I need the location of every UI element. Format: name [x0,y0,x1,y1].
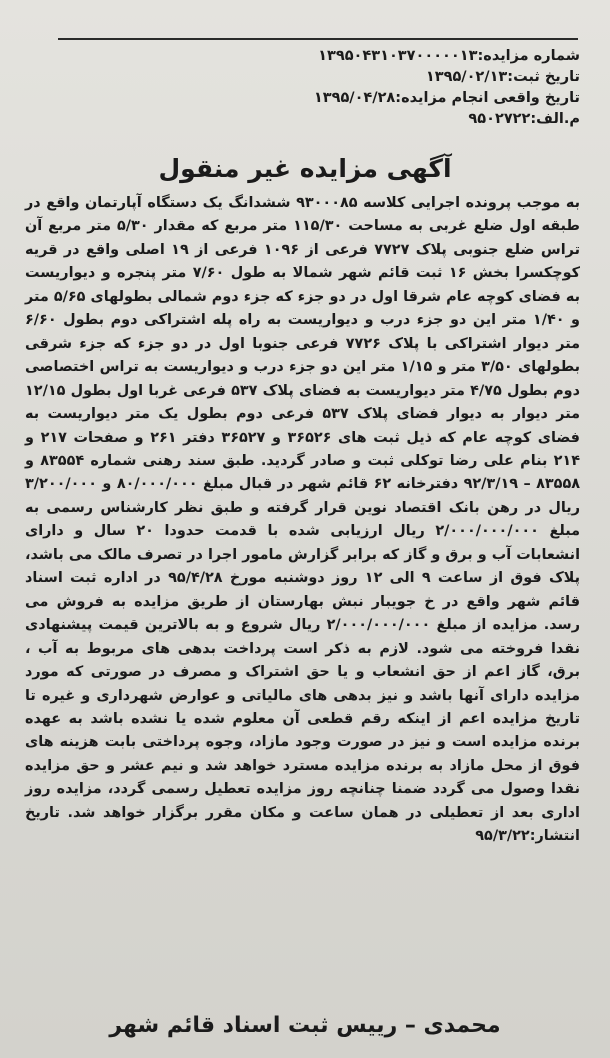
auction-date: تاریخ واقعی انجام مزایده:۱۳۹۵/۰۴/۲۸ [313,90,580,106]
notice-metadata [40,46,580,130]
notice-body-paragraph: به موجب پرونده اجرایی کلاسه ۹۳۰۰۰۸۵ ششدانگ یک دستگاه آپارتمان واقع در طبقه اول ضلع غربی به مساحت ۱۱۵/۳۰ متر مربع که مقدار ۵/۳۰ متر مربع آن تراس ضلع جنوبی پلاک ۷۷۲۷ فرعی از ۱۰۹۶ فرعی از ۱۹ اصلی واقع در قریه کوچکسرا بخش ۱۶ ثبت قائم شهر شمالا به طول ۷/۶۰ متر پنجره و دیواریست به فضای کوچه عام شرقا اول در دو جزء که جزء دوم شمالی بطولهای ۵/۶۵ متر و ۱/۴۰ متر این دو جزء درب و دیواریست به راه پله اشتراکی دوم بطول ۶/۶۰ متر دیوار اشتراکی با پلاک ۷۷۲۶ فرعی جنوبا اول در دو جزء که جزء شرقی بطولهای ۳/۵۰ متر و ۱/۱۵ متر این دو جزء درب و دیواریست به تراس اختصاصی دوم بطول ۴/۷۵ متر دیواریست به فضای پلاک ۵۳۷ فرعی غربا اول بطول ۱۲/۱۵ متر دیوار به دیوار فضای پلاک ۵۳۷ فرعی دوم بطول یک متر دیواریست به فضای کوچه عام که ذیل ثبت های ۳۶۵۲۶ و ۳۶۵۲۷ دفتر ۲۶۱ و صفحات ۲۱۷ و ۲۱۴ بنام علی رضا توکلی ثبت و صادر گردید. طبق سند رهنی شماره ۸۳۵۵۴ و ۸۳۵۵۸ – ۹۲/۳/۱۹ دفترخانه ۶۲ قائم شهر در قبال مبلغ ۸۰/۰۰۰/۰۰۰ و ۳/۲۰۰/۰۰۰ ریال در رهن بانک اقتصاد نوین قرار گرفته و طبق نظر کارشناس رسمی به مبلغ ۲/۰۰۰/۰۰۰/۰۰۰ ریال ارزیابی شده با قدمت حدودا ۲۰ سال و دارای انشعابات آب و برق و گاز که برابر گزارش مامور اجرا در تصرف مالک می باشد، پلاک فوق از ساعت ۹ الی ۱۲ روز دوشنبه مورخ ۹۵/۴/۲۸ در اداره ثبت اسناد قائم شهر واقع در خ جویبار نبش بهارستان از طریق مزایده به فروش می رسد. مزایده از مبلغ ۲/۰۰۰/۰۰۰/۰۰۰ ریال شروع و به بالاترین قیمت پیشنهادی نقدا فروخته می شود. لازم به ذکر است پرداخت بدهی های مربوط به آب ، برق، گاز اعم از حق انشعاب و یا حق اشتراک و مصرف در صورتی که مورد مزایده دارای آنها باشد و نیز بدهی های مالیاتی و عوارض شهرداری و غیره تا تاریخ مزایده اعم از اینکه رقم قطعی آن معلوم شده یا نشده باشد به عهده برنده مزایده است و نیز در صورت وجود مازاد، وجوه پرداختی بابت هزینه های فوق از محل مازاد به برنده مزایده مسترد خواهد شد و نیم عشر و حق مزایده نقدا وصول می گردد ضمنا چنانچه روز مزایده تعطیل رسمی گردد، مزایده روز اداری بعد از تعطیلی در همان ساعت و مکان مقرر برگزار خواهد شد. تاریخ انتشار:۹۵/۳/۲۲ [25,195,581,845]
notice-title: آگهی مزایده غیر منقول [158,154,452,183]
notice-signature: محمدی – رییس ثبت اسناد قائم شهر [109,1013,501,1038]
top-divider [58,38,578,40]
notice-body [25,192,580,849]
reference-code: م.الف:۹۵۰۲۷۲۲ [468,111,580,127]
registration-date: تاریخ ثبت:۱۳۹۵/۰۲/۱۳ [425,69,580,85]
auction-number: شماره مزایده:۱۳۹۵۰۴۳۱۰۳۷۰۰۰۰۰۱۳ [318,48,580,64]
